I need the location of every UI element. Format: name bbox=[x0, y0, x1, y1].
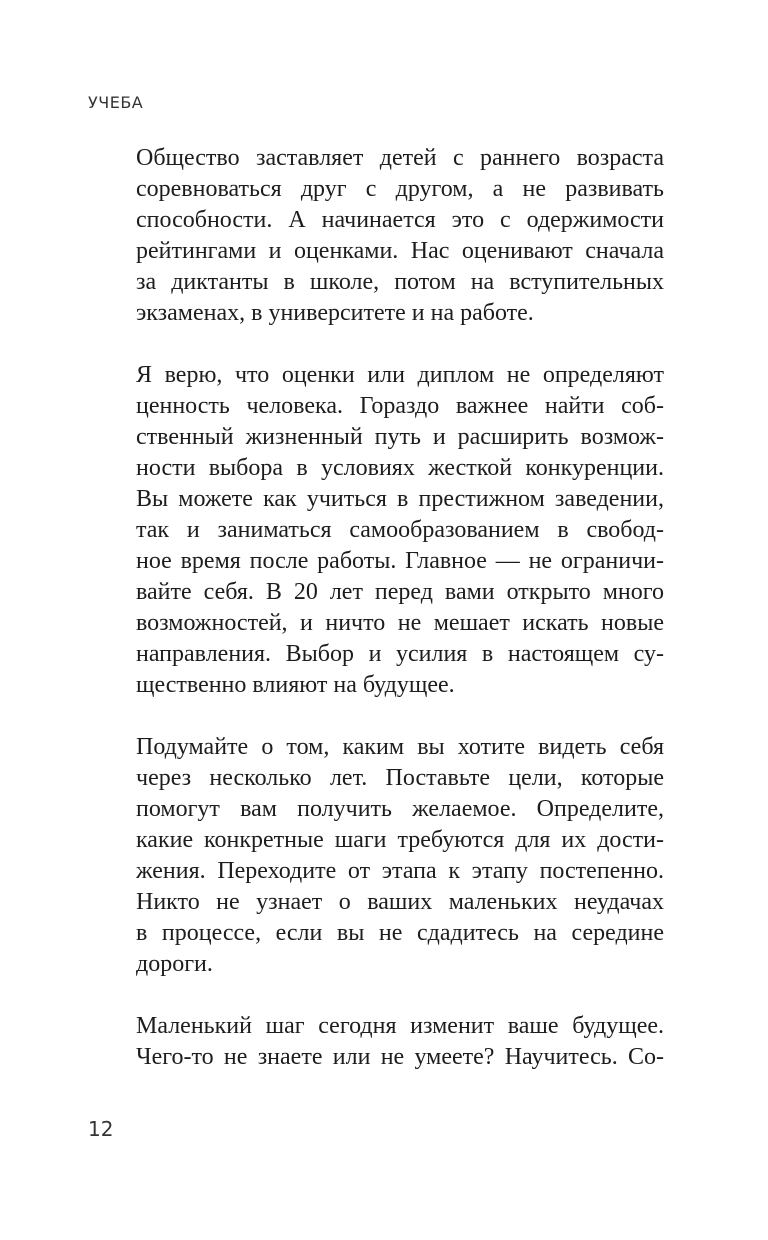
text-line: ное время после работы. Главное — не ограничи- bbox=[136, 548, 664, 574]
text-line: возможностей, и ничто не мешает искать новые bbox=[136, 610, 664, 636]
page-number: 12 bbox=[88, 1117, 114, 1141]
text-line: так и заниматься самообразованием в свобод- bbox=[136, 517, 664, 543]
text-line: в процессе, если вы не сдадитесь на середине bbox=[136, 920, 664, 946]
text-line: Подумайте о том, каким вы хотите видеть себя bbox=[136, 734, 664, 760]
text-line: жения. Переходите от этапа к этапу постепенно. bbox=[136, 858, 664, 884]
text-line: рейтингами и оценками. Нас оценивают сначала bbox=[136, 238, 664, 264]
text-line: щественно влияют на будущее. bbox=[136, 672, 455, 698]
text-line: помогут вам получить желаемое. Определите, bbox=[136, 796, 664, 822]
text-line: экзаменах, в университете и на работе. bbox=[136, 300, 534, 326]
text-line: Чего-то не знаете или не умеете? Научитесь. Со- bbox=[136, 1044, 664, 1070]
paragraph-gap bbox=[136, 980, 664, 1011]
text-line: за диктанты в школе, потом на вступительных bbox=[136, 269, 664, 295]
text-line: какие конкретные шаги требуются для их дости- bbox=[136, 827, 664, 853]
text-line: ственный жизненный путь и расширить возмож- bbox=[136, 424, 664, 450]
text-line: вайте себя. В 20 лет перед вами открыто много bbox=[136, 579, 664, 605]
paragraph-4 bbox=[136, 1011, 664, 1073]
paragraph-1 bbox=[136, 143, 664, 329]
body-text bbox=[136, 143, 664, 1073]
paragraph-3 bbox=[136, 732, 664, 980]
text-line: соревноваться друг с другом, а не развивать bbox=[136, 176, 664, 202]
text-line: способности. А начинается это с одержимости bbox=[136, 207, 664, 233]
text-line: ценность человека. Гораздо важнее найти соб- bbox=[136, 393, 664, 419]
text-line: Вы можете как учиться в престижном заведении, bbox=[136, 486, 664, 512]
paragraph-gap bbox=[136, 701, 664, 732]
text-line: Никто не узнает о ваших маленьких неудачах bbox=[136, 889, 664, 915]
running-head: УЧЕБА bbox=[88, 93, 144, 112]
text-line: Общество заставляет детей с раннего возраста bbox=[136, 145, 664, 171]
text-line: Маленький шаг сегодня изменит ваше будущее. bbox=[136, 1013, 664, 1039]
text-line: дороги. bbox=[136, 951, 213, 977]
paragraph-gap bbox=[136, 329, 664, 360]
text-line: через несколько лет. Поставьте цели, которые bbox=[136, 765, 664, 791]
paragraph-2 bbox=[136, 360, 664, 701]
text-line: направления. Выбор и усилия в настоящем су- bbox=[136, 641, 664, 667]
text-line: Я верю, что оценки или диплом не определяют bbox=[136, 362, 664, 388]
text-line: ности выбора в условиях жесткой конкуренции. bbox=[136, 455, 664, 481]
